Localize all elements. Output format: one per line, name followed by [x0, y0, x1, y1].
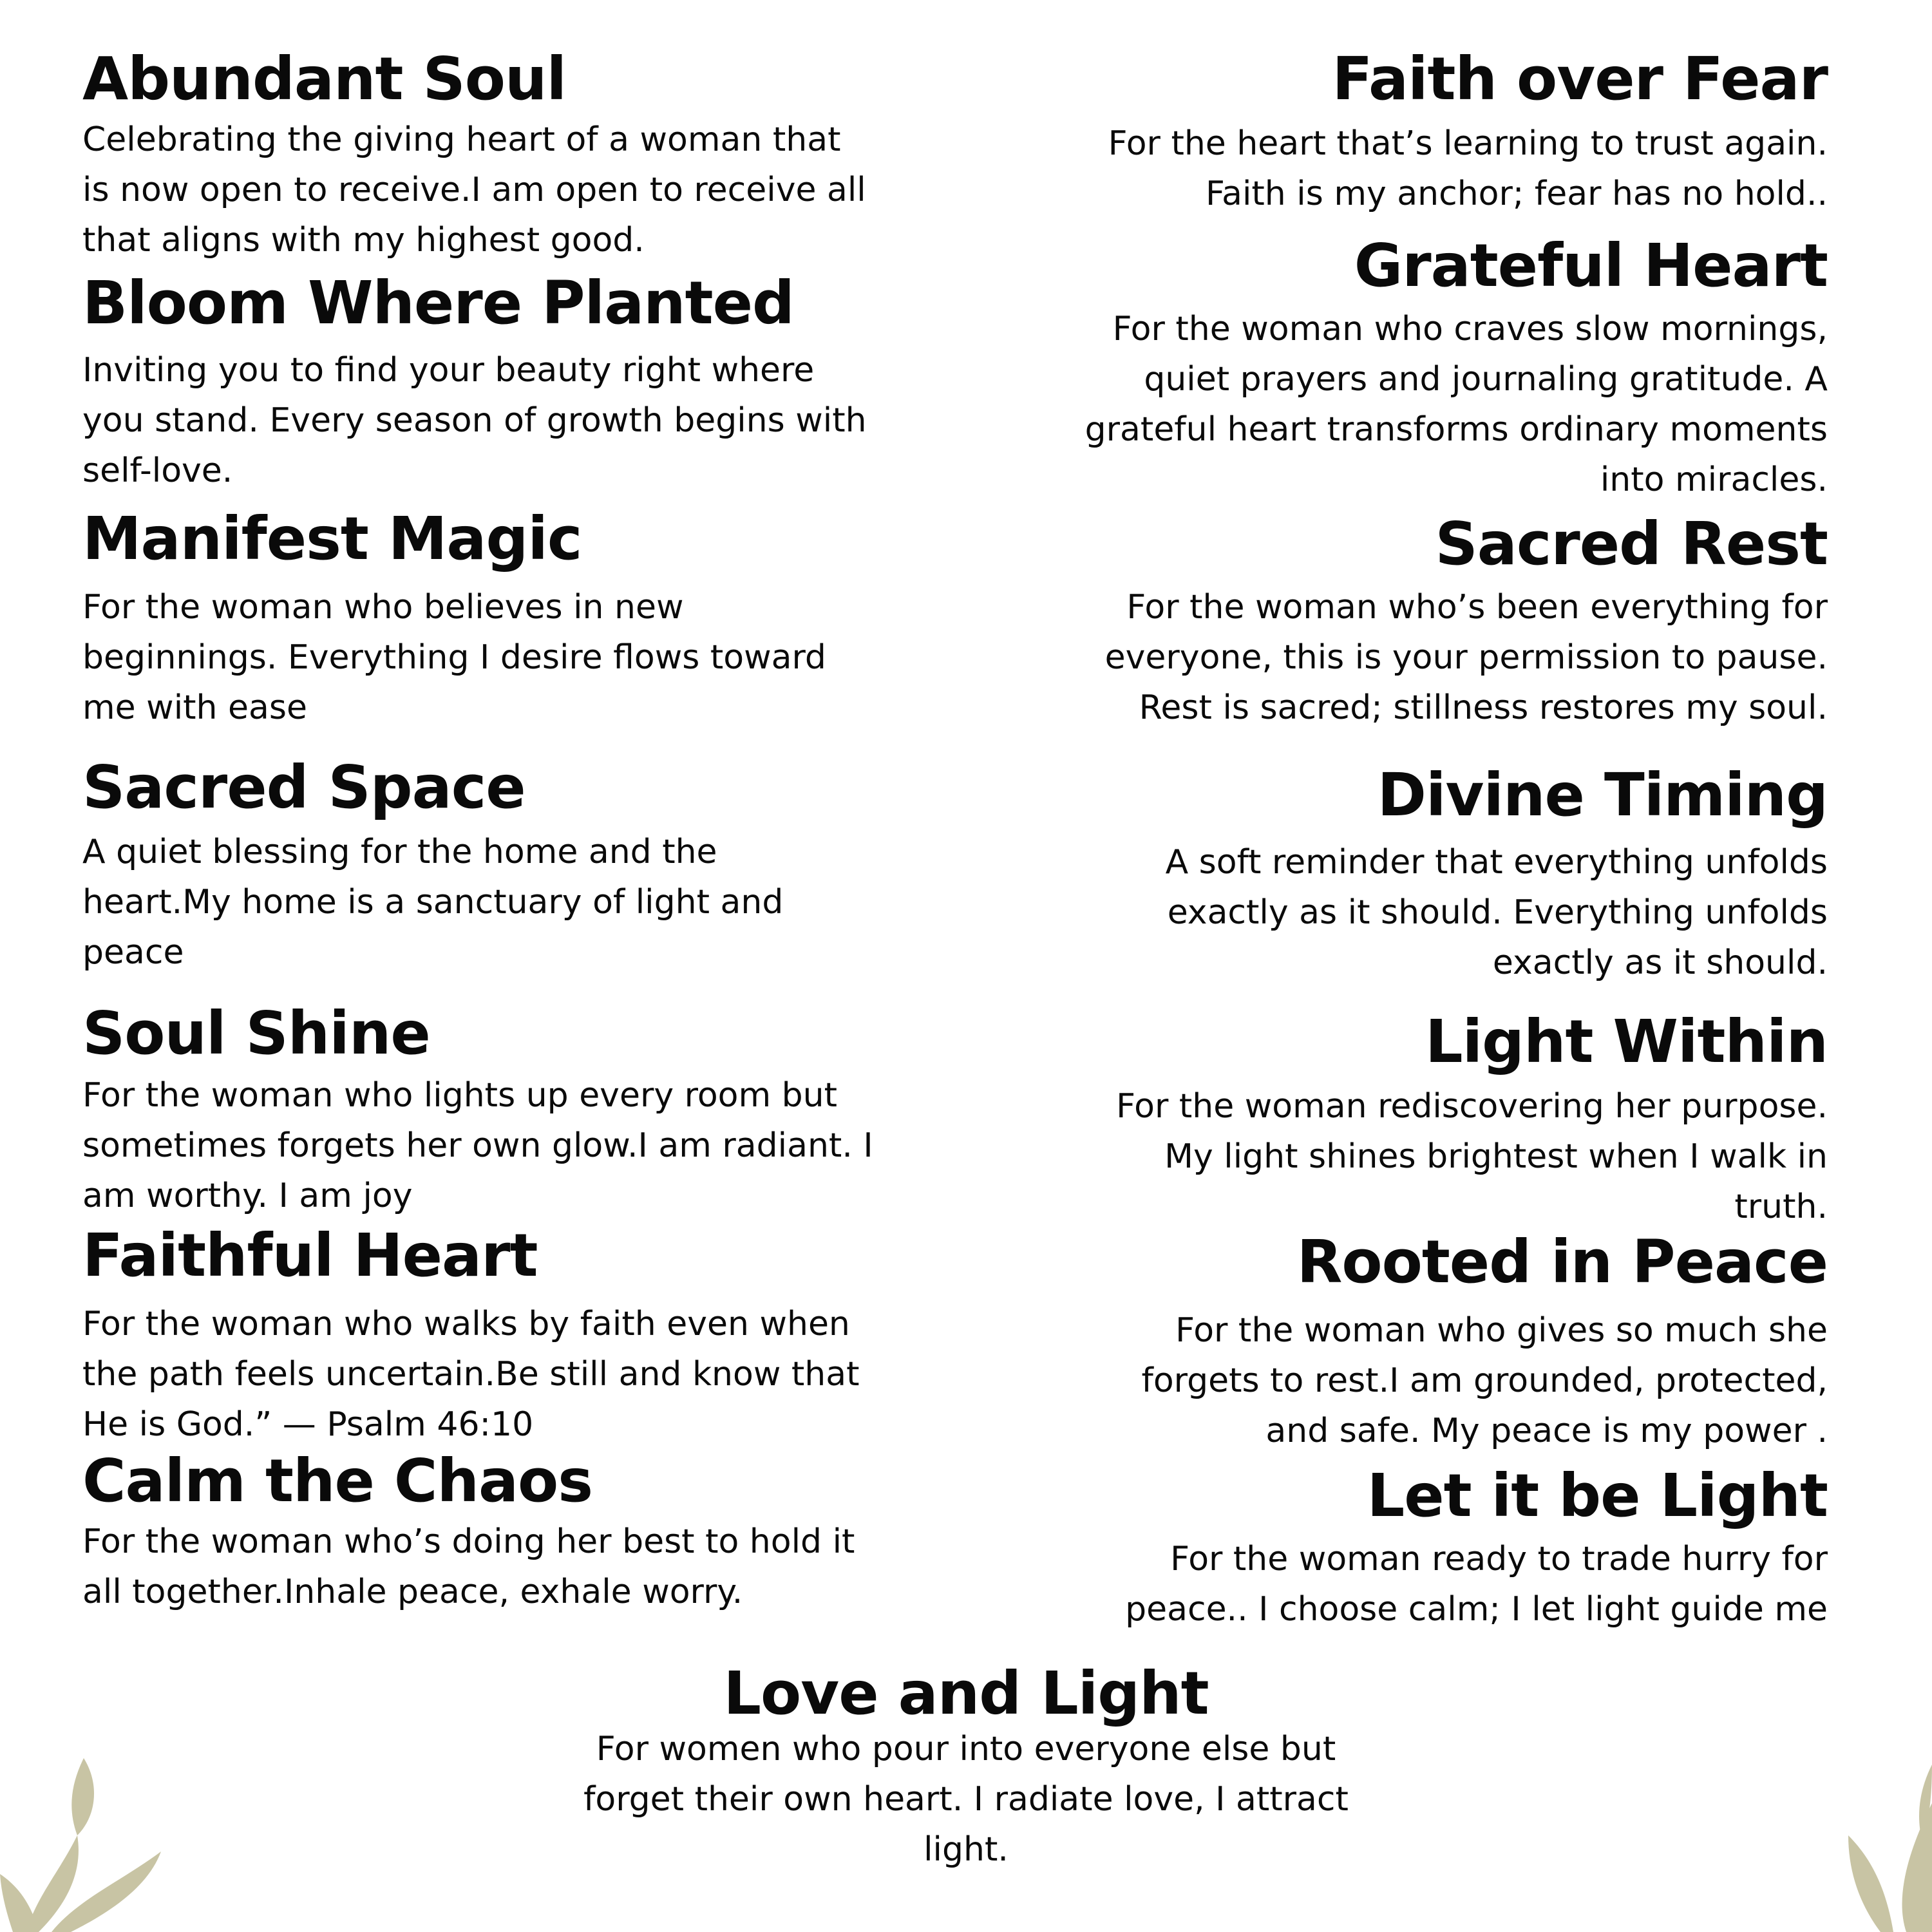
item-title: Rooted in Peace [1296, 1227, 1828, 1296]
item-title: Bloom Where Planted [82, 269, 794, 337]
item-title: Let it be Light [1367, 1461, 1828, 1530]
item-description: For women who pour into everyone else but forget their own heart. I radiate love, I attract light. [583, 1730, 1349, 1869]
item-light-within [978, 1007, 1828, 1232]
item-sacred-space [82, 752, 933, 978]
leaf-sprig-left-icon [0, 1745, 180, 1932]
item-title: Divine Timing [1377, 761, 1828, 829]
item-description: For the heart that’s learning to trust again. Faith is my anchor; fear has no hold.. [1108, 124, 1828, 213]
item-title: Love and Light [723, 1659, 1209, 1728]
item-description: Celebrating the giving heart of a woman that is now open to receive.I am open to receive all that aligns with my highest good. [82, 120, 866, 260]
item-description: For the woman who believes in new beginnings. Everything I desire flows toward me with ease [82, 588, 826, 727]
item-description: For the woman who’s doing her best to hold it all together.Inhale peace, exhale worry. [82, 1522, 855, 1611]
item-divine-timing [978, 760, 1828, 988]
item-description: For the woman who lights up every room but sometimes forgets her own glow.I am radiant. I am worthy. I am joy [82, 1076, 873, 1215]
item-description: A quiet blessing for the home and the heart.My home is a sanctuary of light and peace [82, 833, 784, 972]
item-description: For the woman who walks by faith even when the path feels uncertain.Be still and know that He is God.” — Psalm 46:10 [82, 1305, 860, 1444]
item-manifest-magic [82, 504, 933, 733]
item-title: Soul Shine [82, 999, 430, 1068]
item-description: For the woman who’s been everything for everyone, this is your permission to pause. Rest is sacred; stillness restores my soul. [1104, 588, 1828, 727]
item-faithful-heart [82, 1220, 933, 1450]
item-rooted-in-peace [978, 1227, 1828, 1456]
item-title: Sacred Rest [1435, 509, 1828, 578]
item-description: For the woman who craves slow mornings, quiet prayers and journaling gratitude. A grateful heart transforms ordinary moments into miracles. [1084, 310, 1828, 499]
item-description: Inviting you to find your beauty right where you stand. Every season of growth begins with self-love. [82, 351, 867, 490]
leaf-sprig-right-icon [1810, 1765, 1932, 1932]
item-abundant-soul [82, 44, 933, 265]
item-faith-over-fear [978, 44, 1828, 219]
item-title: Grateful Heart [1354, 231, 1828, 300]
item-sacred-rest [978, 509, 1828, 733]
item-love-and-light [547, 1658, 1385, 1875]
item-let-it-be-light [978, 1461, 1828, 1634]
item-title: Manifest Magic [82, 504, 582, 573]
item-title: Faithful Heart [82, 1221, 538, 1290]
item-soul-shine [82, 998, 933, 1221]
item-bloom-where-planted [82, 268, 933, 496]
item-description: A soft reminder that everything unfolds exactly as it should. Everything unfolds exactly as it should. [1165, 843, 1828, 982]
item-title: Light Within [1425, 1007, 1828, 1076]
item-description: For the woman who gives so much she forgets to rest.I am grounded, protected, and safe. My peace is my power . [1141, 1311, 1828, 1450]
item-grateful-heart [978, 231, 1828, 505]
item-title: Abundant Soul [82, 44, 566, 113]
item-title: Faith over Fear [1332, 44, 1828, 113]
item-calm-the-chaos [82, 1446, 933, 1617]
item-title: Sacred Space [82, 753, 526, 822]
item-description: For the woman rediscovering her purpose. My light shines brightest when I walk in truth. [1116, 1087, 1828, 1226]
item-description: For the woman ready to trade hurry for peace.. I choose calm; I let light guide me [1125, 1540, 1828, 1629]
item-title: Calm the Chaos [82, 1446, 592, 1515]
